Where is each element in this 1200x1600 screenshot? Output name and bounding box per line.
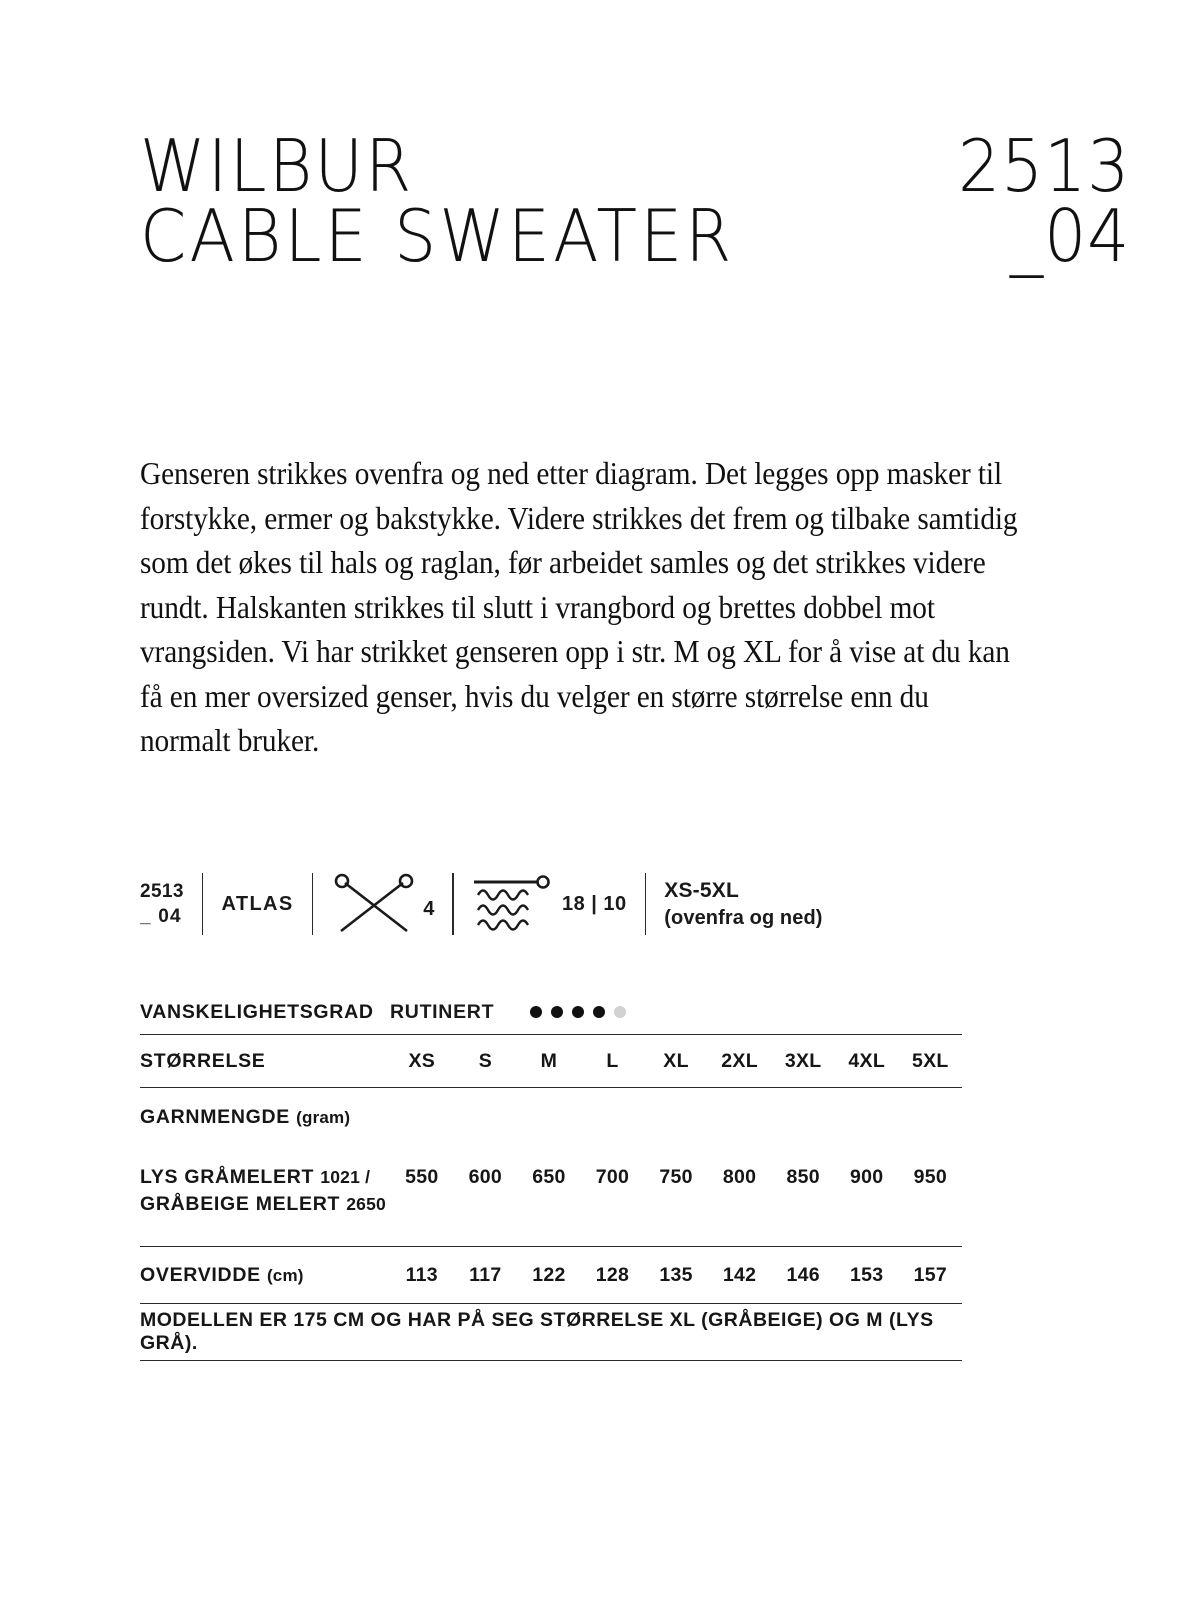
- size-row-label: STØRRELSE: [140, 1049, 266, 1072]
- difficulty-dot-filled: [593, 1006, 605, 1018]
- pattern-code-line-1: 2513: [957, 124, 1130, 208]
- yarn-amount-cell: 550: [405, 1166, 439, 1188]
- difficulty-dot-filled: [530, 1006, 542, 1018]
- chest-width-cell: 157: [913, 1263, 947, 1286]
- yarn-amount-cell: 950: [913, 1166, 947, 1188]
- spec-needle: [313, 873, 452, 935]
- difficulty-level: RUTINERT: [390, 1000, 495, 1023]
- chest-width-cell: 117: [469, 1263, 502, 1286]
- difficulty-dot-filled: [551, 1006, 563, 1018]
- chest-width-cells: [390, 1264, 962, 1287]
- yarn-colour-2: GRÅBEIGE MELERT: [140, 1193, 341, 1215]
- knitting-needles-icon: [331, 873, 417, 935]
- yarn-colour-1-number: 1021 /: [320, 1167, 371, 1187]
- gauge-value: 18 | 10: [561, 892, 627, 915]
- difficulty-dot-empty: [614, 1006, 626, 1018]
- yarn-amount-label: [140, 1104, 390, 1131]
- pattern-code: [957, 124, 1130, 278]
- chest-width-cell: 153: [850, 1263, 884, 1286]
- chest-width-cell: 122: [532, 1263, 566, 1286]
- yarn-amount-cell: 750: [659, 1166, 693, 1188]
- chest-width-cell: 146: [786, 1263, 820, 1286]
- yarn-amount-cell: 700: [595, 1166, 630, 1188]
- size-cell: L: [606, 1049, 619, 1072]
- size-cell: M: [540, 1049, 558, 1072]
- chest-width-row: [140, 1247, 962, 1303]
- spec-pattern-code: [140, 873, 202, 935]
- chest-width-cell: 128: [595, 1263, 630, 1286]
- yarn-amount-header-row: [140, 1088, 962, 1146]
- size-range-value: XS-5XL: [664, 878, 739, 902]
- knit-direction-label: (ovenfra og ned): [664, 906, 823, 929]
- chest-width-cell: 142: [722, 1263, 757, 1286]
- spec-code-top: 2513: [140, 881, 184, 902]
- needle-size-value: 4: [423, 897, 435, 920]
- difficulty-dots: [530, 1006, 626, 1018]
- difficulty-row: [140, 990, 962, 1034]
- chest-width-unit: (cm): [266, 1265, 304, 1285]
- size-cell: 3XL: [784, 1049, 822, 1072]
- gauge-swatch-icon: [472, 873, 552, 935]
- yarn-amount-cell: 800: [722, 1166, 757, 1188]
- yarn-brand-label: ATLAS: [221, 892, 294, 915]
- spec-yarn-brand: [203, 873, 311, 935]
- size-cell: S: [478, 1049, 492, 1072]
- title-line-2: CABLE SWEATER: [140, 193, 735, 278]
- yarn-name-label: [140, 1164, 390, 1218]
- difficulty-label: VANSKELIGHETSGRAD: [140, 1000, 374, 1023]
- spec-code-bottom: _ 04: [140, 906, 182, 927]
- size-cell: 4XL: [848, 1049, 886, 1072]
- title-line-1: WILBUR: [140, 124, 414, 208]
- page-title: [140, 124, 735, 278]
- yarn-amount-unit: (gram): [296, 1107, 351, 1127]
- yarn-amount-cell: 900: [850, 1166, 884, 1188]
- size-cell: XL: [663, 1049, 689, 1072]
- page-title-block: [140, 124, 1130, 278]
- size-cell: 2XL: [721, 1049, 758, 1072]
- spec-size-range: [646, 873, 840, 935]
- model-note: MODELLEN ER 175 CM OG HAR PÅ SEG STØRRELSE XL (GRÅBEIGE) OG M (LYS GRÅ).: [140, 1309, 934, 1354]
- yarn-amount-title: GARNMENGDE: [140, 1105, 291, 1128]
- yarn-values-row: [140, 1146, 962, 1246]
- yarn-amount-cells: [390, 1164, 962, 1189]
- yarn-amount-cell: 650: [532, 1166, 566, 1188]
- pattern-code-line-2: _04: [1009, 193, 1130, 278]
- chest-width-cell: 113: [405, 1263, 438, 1286]
- chest-width-title: OVERVIDDE: [140, 1263, 261, 1286]
- intro-paragraph: Genseren strikkes ovenfra og ned etter diagram. Det legges opp masker til forstykke, ermer og bakstykke. Videre strikkes det frem og tilbake samtidig som det økes til hals og raglan, før arbeidet samles og det strikkes videre rundt. Halskanten strikkes til slutt i vrangbord og brettes dobbel mot vrangsiden. Vi har strikket genseren opp i str. M og XL for å vise at du kan få en mer oversized genser, hvis du velger en større størrelse enn du normalt bruker.: [140, 456, 1018, 758]
- chest-width-label: [140, 1262, 390, 1289]
- size-header-row: [140, 1035, 962, 1087]
- yarn-colour-1: LYS GRÅMELERT: [140, 1166, 315, 1188]
- yarn-amount-cell: 850: [786, 1166, 820, 1188]
- size-cell: XS: [408, 1049, 436, 1072]
- size-cell: 5XL: [911, 1049, 949, 1072]
- chest-width-cell: 135: [659, 1263, 693, 1286]
- size-cells: [390, 1050, 962, 1073]
- spec-strip: [140, 868, 841, 940]
- spec-gauge: [454, 873, 645, 935]
- yarn-colour-2-number: 2650: [346, 1194, 386, 1214]
- model-note-row: [140, 1304, 962, 1360]
- yarn-amount-cell: 600: [468, 1166, 503, 1188]
- difficulty-dot-filled: [572, 1006, 584, 1018]
- specification-table: [140, 990, 962, 1361]
- table-rule-bottom: [140, 1360, 962, 1361]
